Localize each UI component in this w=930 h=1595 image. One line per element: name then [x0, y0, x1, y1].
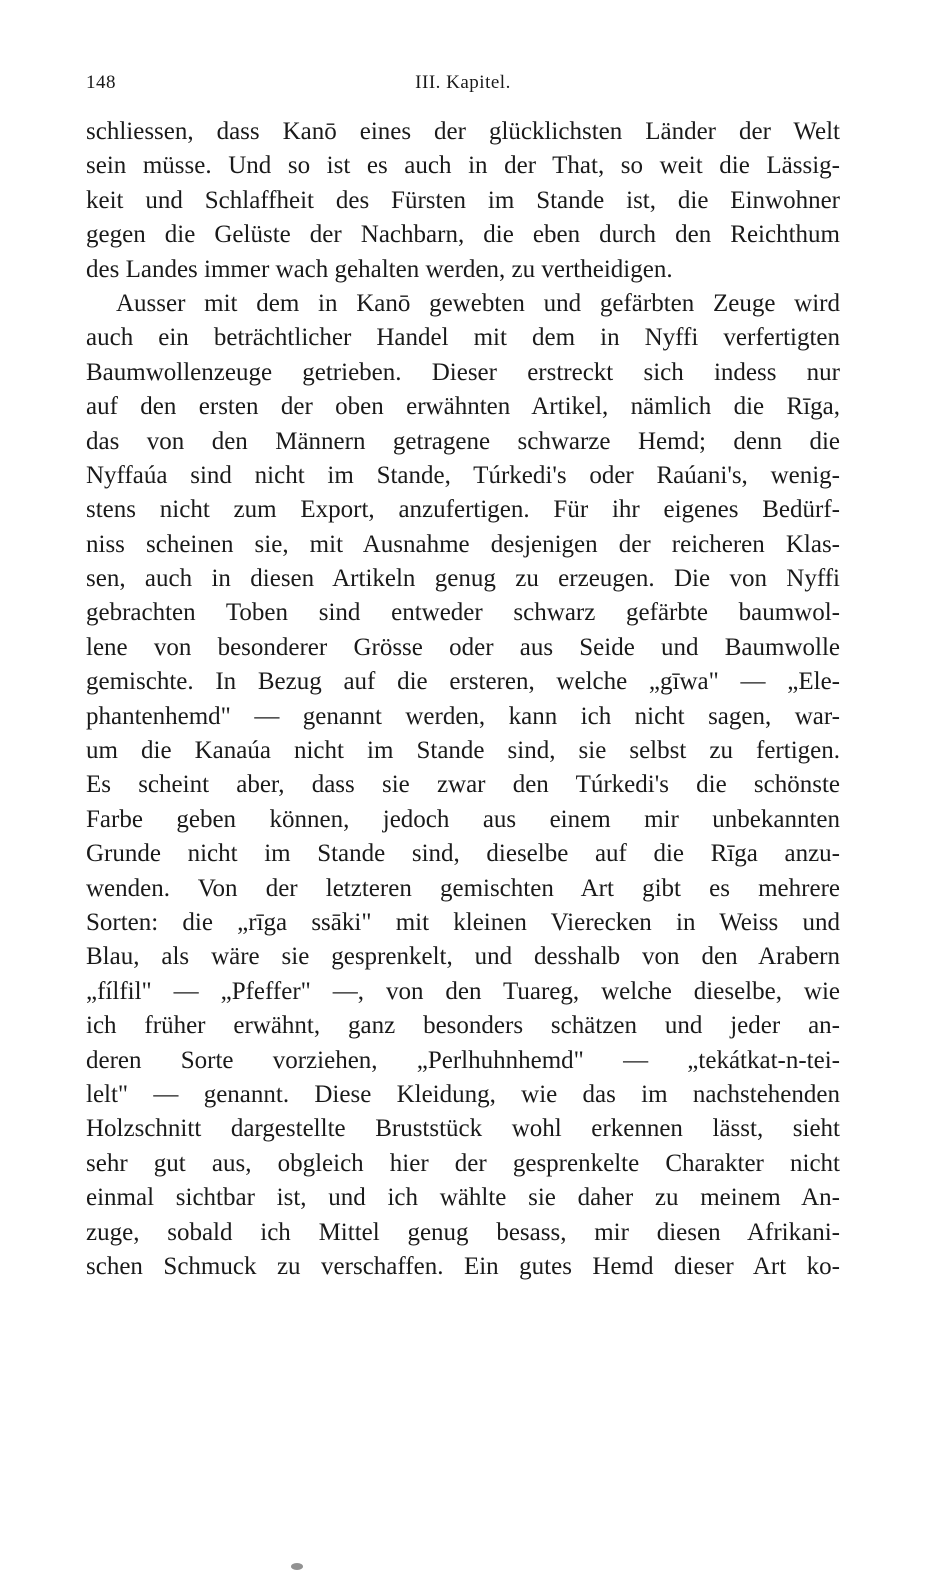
text-line: sein müsse. Und so ist es auch in der That, so weit die Lässig-: [86, 152, 840, 180]
text-line: Ausser mit dem in Kanō gewebten und gefärbten Zeuge wird: [116, 289, 840, 317]
text-line: Nyffaúa sind nicht im Stande, Túrkedi's oder Raúani's, wenig-: [86, 461, 840, 489]
text-line: auch ein beträchtlicher Handel mit dem in Nyffi verfertigten: [86, 324, 840, 352]
text-line: sehr gut aus, obgleich hier der gesprenkelte Charakter nicht: [86, 1149, 840, 1177]
text-line: Es scheint aber, dass sie zwar den Túrkedi's die schönste: [86, 771, 840, 799]
text-line: Holzschnitt dargestellte Bruststück wohl erkennen lässt, sieht: [86, 1115, 840, 1143]
ink-smudge: [291, 1563, 303, 1570]
running-head: [86, 72, 840, 102]
text-line: gegen die Gelüste der Nachbarn, die eben durch den Reichthum: [86, 221, 840, 249]
text-line: phantenhemd" — genannt werden, kann ich nicht sagen, war-: [86, 702, 840, 730]
text-line: einmal sichtbar ist, und ich wählte sie daher zu meinem An-: [86, 1184, 840, 1212]
text-line: ich früher erwähnt, ganz besonders schätzen und jeder an-: [86, 1012, 840, 1040]
paragraph-2: [86, 287, 840, 1284]
text-line: Farbe geben können, jedoch aus einem mir unbekannten: [86, 805, 840, 833]
text-line: gemischte. In Bezug auf die ersteren, welche „gīwa" — „Ele-: [86, 668, 840, 696]
chapter-title: III. Kapitel.: [415, 72, 511, 93]
text-line: Grunde nicht im Stande sind, dieselbe auf die Rīga anzu-: [86, 840, 840, 868]
text-line: Sorten: die „rīga ssāki" mit kleinen Vierecken in Weiss und: [86, 908, 840, 936]
text-line: des Landes immer wach gehalten werden, zu vertheidigen.: [86, 255, 673, 283]
text-line: niss scheinen sie, mit Ausnahme desjenigen der reicheren Klas-: [86, 530, 840, 558]
paragraph-1: [86, 115, 840, 287]
text-line: auf den ersten der oben erwähnten Artikel, nämlich die Rīga,: [86, 393, 840, 421]
text-line: deren Sorte vorziehen, „Perlhuhnhemd" — „tekátkat-n-tei-: [86, 1046, 840, 1074]
page-number: 148: [86, 72, 116, 93]
text-line: stens nicht zum Export, anzufertigen. Für ihr eigenes Bedürf-: [86, 496, 840, 524]
text-line: zuge, sobald ich Mittel genug besass, mir diesen Afrikani-: [86, 1218, 840, 1246]
text-line: sen, auch in diesen Artikeln genug zu erzeugen. Die von Nyffi: [86, 565, 840, 593]
text-line: lene von besonderer Grösse oder aus Seide und Baumwolle: [86, 633, 840, 661]
text-line: Baumwollenzeuge getrieben. Dieser erstreckt sich indess nur: [86, 358, 840, 386]
text-line: schliessen, dass Kanō eines der glücklichsten Länder der Welt: [86, 118, 840, 145]
text-line: wenden. Von der letzteren gemischten Art gibt es mehrere: [86, 874, 840, 902]
text-line: gebrachten Toben sind entweder schwarz gefärbte baumwol-: [86, 599, 840, 627]
text-line: das von den Männern getragene schwarze Hemd; denn die: [86, 427, 840, 455]
text-line: schen Schmuck zu verschaffen. Ein gutes Hemd dieser Art ko-: [86, 1252, 840, 1280]
text-line: „fílfil" — „Pfeffer" —, von den Tuareg, welche dieselbe, wie: [86, 977, 840, 1005]
text-line: lelt" — genannt. Diese Kleidung, wie das im nachstehenden: [86, 1080, 840, 1108]
body-text: [86, 115, 840, 1284]
text-line: keit und Schlaffheit des Fürsten im Stande ist, die Einwohner: [86, 186, 840, 214]
text-line: um die Kanaúa nicht im Stande sind, sie selbst zu fertigen.: [86, 737, 840, 765]
text-line: Blau, als wäre sie gesprenkelt, und desshalb von den Arabern: [86, 943, 840, 971]
